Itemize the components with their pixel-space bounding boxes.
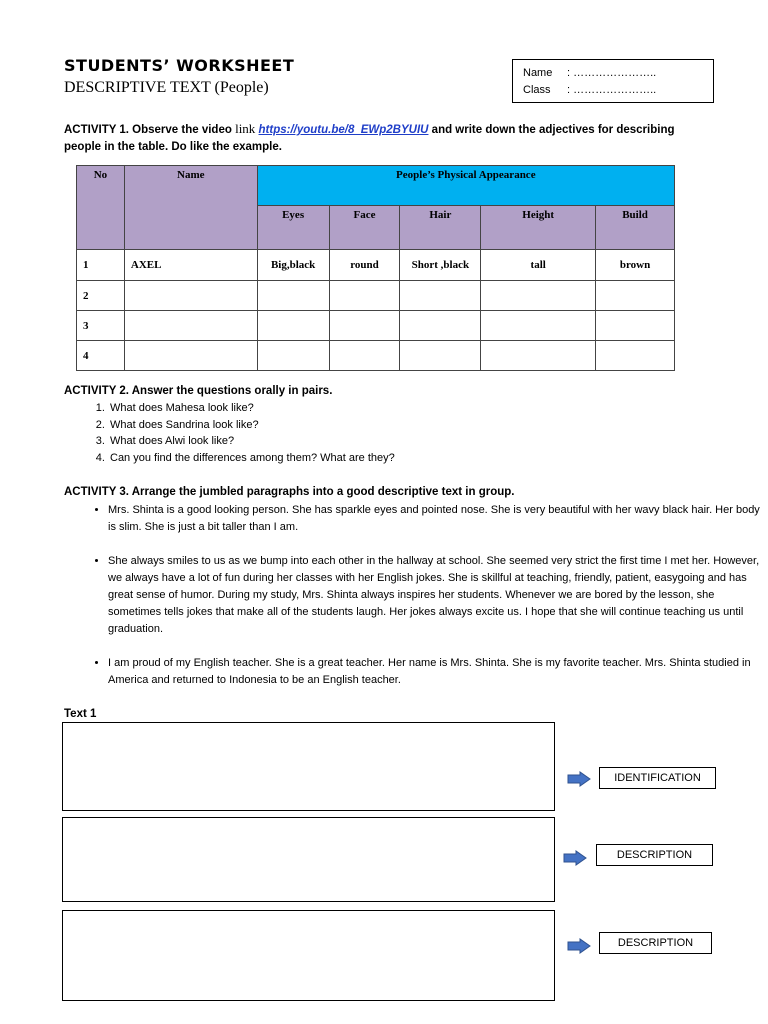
activity2-questions xyxy=(64,400,395,466)
arrow-right-icon xyxy=(567,938,591,954)
name-label: Name xyxy=(523,67,553,79)
question-item: 3. What does Alwi look like? xyxy=(108,433,395,450)
name-line xyxy=(523,65,703,82)
col-header-name: Name xyxy=(124,166,257,250)
cell-hair[interactable] xyxy=(400,311,481,341)
col-header-build: Build xyxy=(596,206,675,250)
table-row xyxy=(77,281,675,311)
part-label-identification: IDENTIFICATION xyxy=(599,767,716,789)
activity1-link-word: link xyxy=(235,121,256,136)
cell-hair[interactable]: Short ,black xyxy=(400,250,481,281)
video-link[interactable]: https://youtu.be/8_EWp2BYUIU xyxy=(258,124,429,136)
name-class-box xyxy=(512,59,714,103)
cell-face[interactable] xyxy=(329,311,400,341)
name-value[interactable]: : ………………….. xyxy=(567,67,657,79)
class-label: Class xyxy=(523,84,551,96)
paragraph-item: • She always smiles to us as we bump into each other in the hallway at school. She seemed very strict the first time I met her. However, we always have a lot of fun during her classes with her English jokes. She is skillful at teaching, friendly, patient, easygoing and has great sense of humor. During my study, Mrs. Shinta always inspires her students. Whenever we are bored by the lesson, she sometimes tells jokes that make all of the students laugh. Her jokes always excite us. I hope that she will continue teaching us until graduation. xyxy=(108,553,768,638)
appearance-table xyxy=(76,165,675,371)
cell-no: 3 xyxy=(77,311,125,341)
cell-build[interactable] xyxy=(596,341,675,371)
cell-eyes[interactable] xyxy=(257,311,329,341)
class-value[interactable]: : ………………….. xyxy=(567,84,657,96)
answer-box-identification[interactable] xyxy=(62,722,555,811)
question-item: 4. Can you find the differences among them? What are they? xyxy=(108,450,395,467)
cell-no: 2 xyxy=(77,281,125,311)
col-header-eyes: Eyes xyxy=(257,206,329,250)
activity2-heading: ACTIVITY 2. Answer the questions orally in pairs. xyxy=(64,385,333,397)
cell-name[interactable] xyxy=(124,311,257,341)
table-row xyxy=(77,311,675,341)
cell-name[interactable]: AXEL xyxy=(124,250,257,281)
answer-box-description-2[interactable] xyxy=(62,910,555,1001)
cell-eyes[interactable]: Big,black xyxy=(257,250,329,281)
worksheet-title: STUDENTS’ WORKSHEET xyxy=(64,56,295,75)
col-header-no: No xyxy=(77,166,125,250)
cell-height[interactable] xyxy=(481,341,596,371)
arrow-right-icon xyxy=(563,850,587,866)
activity1-line2: people in the table. Do like the example. xyxy=(64,141,282,153)
paragraph-item: • I am proud of my English teacher. She is a great teacher. Her name is Mrs. Shinta. She is my favorite teacher. Mrs. Shinta studied in America and returned to Indonesia to be an English teacher. xyxy=(108,655,768,689)
activity1-suffix: and write down the adjectives for describing xyxy=(431,124,675,136)
col-header-height: Height xyxy=(481,206,596,250)
answer-box-description-1[interactable] xyxy=(62,817,555,902)
part-label-description-2: DESCRIPTION xyxy=(599,932,712,954)
cell-eyes[interactable] xyxy=(257,341,329,371)
cell-face[interactable] xyxy=(329,281,400,311)
cell-hair[interactable] xyxy=(400,341,481,371)
part-label-description-1: DESCRIPTION xyxy=(596,844,713,866)
cell-build[interactable] xyxy=(596,281,675,311)
cell-no: 4 xyxy=(77,341,125,371)
cell-eyes[interactable] xyxy=(257,281,329,311)
cell-build[interactable] xyxy=(596,311,675,341)
cell-height[interactable] xyxy=(481,311,596,341)
cell-height[interactable]: tall xyxy=(481,250,596,281)
table-row xyxy=(77,250,675,281)
cell-hair[interactable] xyxy=(400,281,481,311)
col-header-hair: Hair xyxy=(400,206,481,250)
cell-name[interactable] xyxy=(124,341,257,371)
cell-build[interactable]: brown xyxy=(596,250,675,281)
text1-label: Text 1 xyxy=(64,708,97,720)
cell-no: 1 xyxy=(77,250,125,281)
question-item: 1. What does Mahesa look like? xyxy=(108,400,395,417)
cell-height[interactable] xyxy=(481,281,596,311)
table-row xyxy=(77,341,675,371)
cell-face[interactable] xyxy=(329,341,400,371)
arrow-right-icon xyxy=(567,771,591,787)
paragraph-item: • Mrs. Shinta is a good looking person. She has sparkle eyes and pointed nose. She is very beautiful with her wavy black hair. Her body is slim. She is just a bit taller than I am. xyxy=(108,502,768,536)
jumbled-paragraphs xyxy=(64,502,768,706)
col-header-face: Face xyxy=(329,206,400,250)
cell-face[interactable]: round xyxy=(329,250,400,281)
class-line xyxy=(523,82,703,99)
col-header-appearance: People’s Physical Appearance xyxy=(257,166,674,206)
worksheet-subtitle: DESCRIPTIVE TEXT (People) xyxy=(64,79,269,96)
activity1-prefix: ACTIVITY 1. Observe the video xyxy=(64,124,232,136)
cell-name[interactable] xyxy=(124,281,257,311)
activity1-instructions xyxy=(64,120,675,156)
question-item: 2. What does Sandrina look like? xyxy=(108,417,395,434)
activity3-heading: ACTIVITY 3. Arrange the jumbled paragraphs into a good descriptive text in group. xyxy=(64,486,515,498)
